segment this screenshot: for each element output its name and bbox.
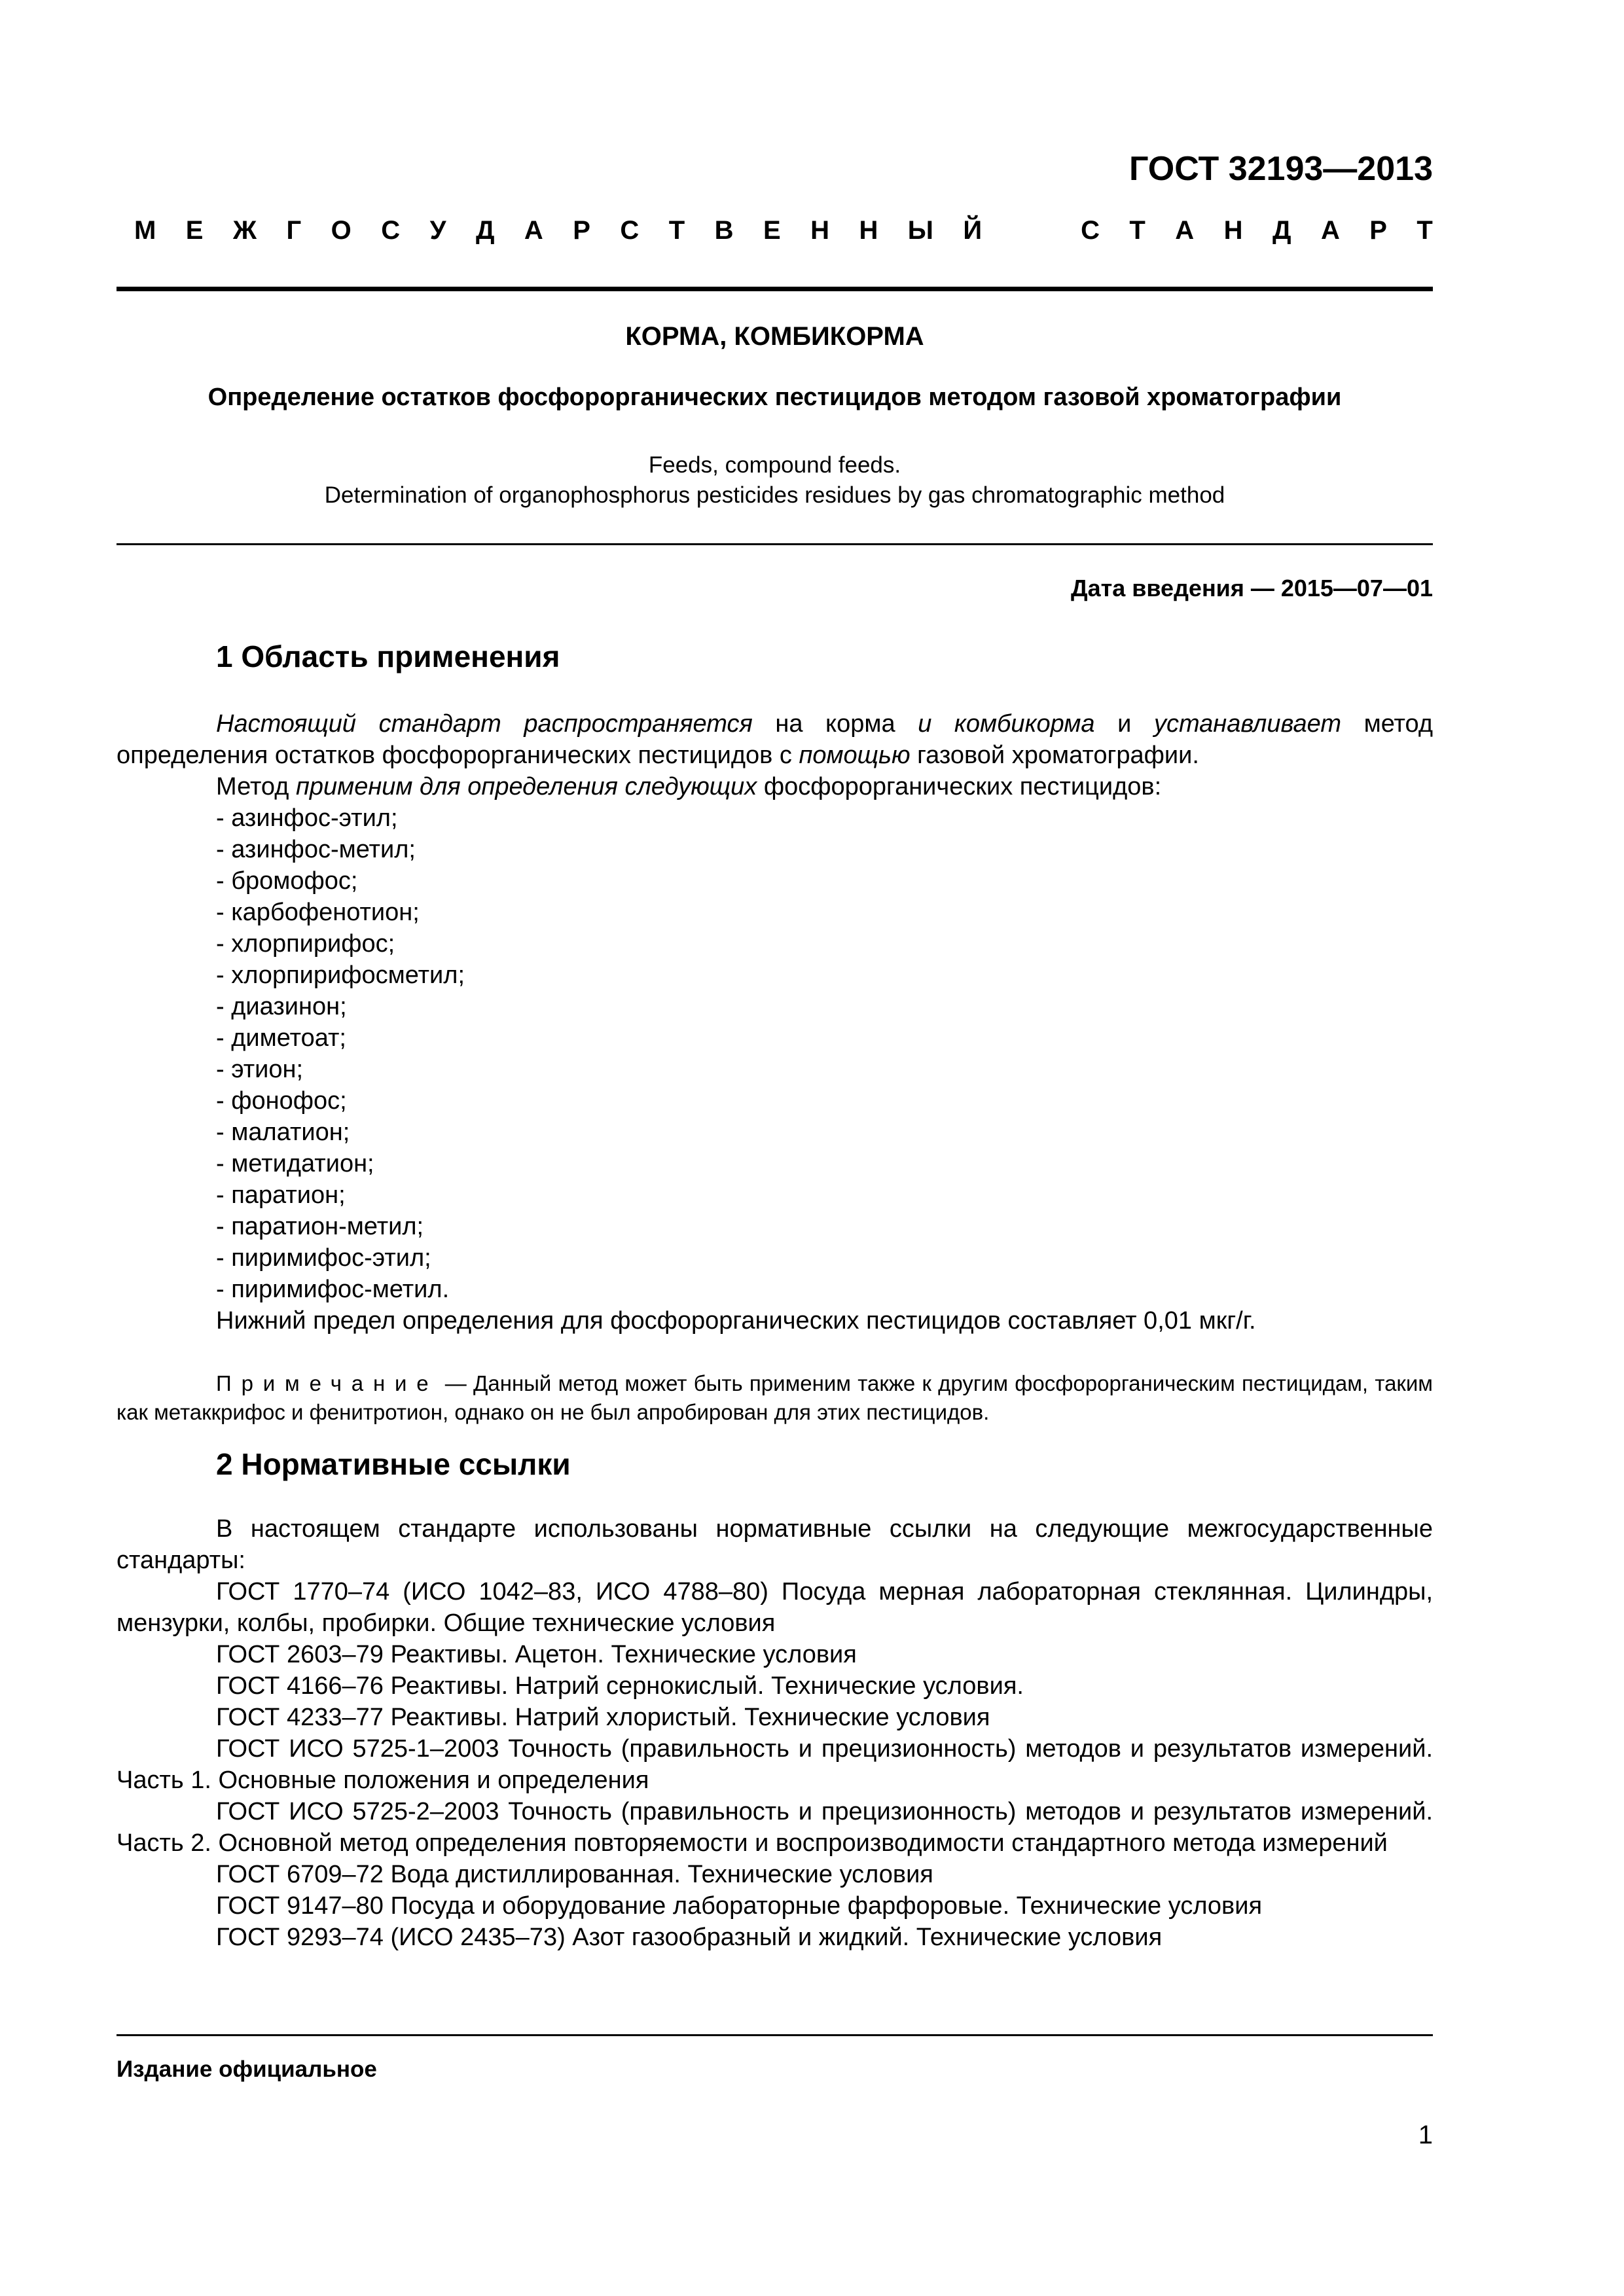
heading-letter: Д [475, 216, 495, 245]
note-text: — Данный метод может быть применим также к другим фосфорорганическим пестицидам, таким как метаккрифос и фенитротион, однако он не был апробирован для этих пестицидов. [117, 1371, 1433, 1424]
note [117, 1369, 1433, 1427]
list-item: - диазинон; [216, 993, 347, 1020]
list-item: - бромофос; [216, 867, 358, 895]
reference-item: ГОСТ 9293–74 (ИСО 2435–73) Азот газообразный и жидкий. Технические условия [216, 1924, 1163, 1951]
reference-item: ГОСТ 2603–79 Реактивы. Ацетон. Технические условия [216, 1641, 857, 1668]
english-title [117, 450, 1433, 511]
list-item: - фонофос; [216, 1087, 347, 1115]
heading-letter: О [331, 216, 352, 245]
pesticide-list [117, 802, 1433, 1305]
list-item: - пиримифос-этил; [216, 1244, 431, 1272]
heading-letter: А [1320, 216, 1340, 245]
list-item: - диметоат; [216, 1024, 346, 1052]
list-item: - хлорпирифос; [216, 930, 395, 958]
list-item: - этион; [216, 1056, 304, 1083]
section-1-body [117, 708, 1433, 1336]
list-item: - малатион; [216, 1119, 350, 1146]
list-item: - азинфос-метил; [216, 836, 416, 863]
detection-limit: Нижний предел определения для фосфорорганических пестицидов составляет 0,01 мкг/г. [216, 1307, 1256, 1335]
heading-letter: М [134, 216, 156, 245]
reference-item: ГОСТ 4166–76 Реактивы. Натрий сернокислый. Технические условия. [216, 1672, 1024, 1700]
heading-letter: Р [573, 216, 590, 245]
document-subtitle: Определение остатков фосфорорганических пестицидов методом газовой хроматографии [208, 384, 1342, 411]
heading-letter: Н [859, 216, 878, 245]
heading-letter: Н [1223, 216, 1243, 245]
note-label: Примечание [216, 1371, 439, 1395]
interstate-standard-heading [134, 216, 1433, 245]
heading-letter: Т [1129, 216, 1146, 245]
reference-item: ГОСТ 6709–72 Вода дистиллированная. Технические условия [216, 1861, 933, 1888]
references-intro: В настоящем стандарте использованы нормативные ссылки на следующие межгосударственные стандарты: [117, 1515, 1433, 1574]
list-item: - азинфос-этил; [216, 804, 398, 832]
page-number: 1 [1418, 2121, 1433, 2149]
section-2-body [117, 1513, 1433, 1953]
heading-letter: Р [1369, 216, 1387, 245]
heading-letter: У [429, 216, 446, 245]
heading-letter: Ж [232, 216, 257, 245]
list-item: - паратион; [216, 1181, 346, 1209]
heading-letter: Е [763, 216, 781, 245]
heading-letter: Й [963, 216, 983, 245]
heading-letter: А [524, 216, 543, 245]
reference-item: ГОСТ 1770–74 (ИСО 1042–83, ИСО 4788–80) Посуда мерная лабораторная стеклянная. Цилиндры, мензурки, колбы, пробирки. Общие технические условия [117, 1578, 1433, 1637]
heading-letter: А [1175, 216, 1195, 245]
heading-letter: Е [185, 216, 204, 245]
official-edition-label: Издание официальное [117, 2056, 377, 2082]
reference-item: ГОСТ 4233–77 Реактивы. Натрий хлористый. Технические условия [216, 1704, 990, 1731]
word-gap [1012, 216, 1051, 245]
list-item: - пиримифос-метил. [216, 1276, 450, 1303]
header-rule [117, 287, 1433, 291]
list-item: - карбофенотион; [216, 899, 420, 926]
list-item: - метидатион; [216, 1150, 374, 1177]
heading-letter: Н [810, 216, 829, 245]
heading-letter: Д [1272, 216, 1291, 245]
section-1-heading: 1 Область применения [216, 639, 560, 673]
section-2-heading: 2 Нормативные ссылки [216, 1447, 571, 1481]
heading-letter: С [620, 216, 640, 245]
footer-rule [117, 2034, 1433, 2036]
heading-letter: Ы [907, 216, 933, 245]
list-item: - хлорпирифосметил; [216, 961, 465, 989]
document-title: КОРМА, КОМБИКОРМА [625, 322, 924, 351]
heading-letter: В [714, 216, 734, 245]
standard-number: ГОСТ 32193—2013 [1129, 150, 1433, 188]
title-rule [117, 543, 1433, 545]
heading-letter: Г [286, 216, 302, 245]
heading-letter: С [381, 216, 401, 245]
reference-item: ГОСТ ИСО 5725-2–2003 Точность (правильность и прецизионность) методов и результатов измерений. Часть 2. Основной метод определения повторяемости и воспроизводимости стандартного метода измерений [117, 1798, 1433, 1857]
reference-item: ГОСТ ИСО 5725-1–2003 Точность (правильность и прецизионность) методов и результатов измерений. Часть 1. Основные положения и определения [117, 1735, 1433, 1794]
reference-item: ГОСТ 9147–80 Посуда и оборудование лабораторные фарфоровые. Технические условия [216, 1892, 1263, 1920]
introduction-date: Дата введения — 2015—07—01 [1070, 575, 1433, 601]
heading-letter: Т [1416, 216, 1433, 245]
english-title-line2: Determination of organophosphorus pesticides residues by gas chromatographic method [324, 482, 1225, 508]
scope-paragraph: Настоящий стандарт распространяется на корма и комбикорма и устанавливает метод определения остатков фосфорорганических пестицидов с помощью газовой хроматографии. [117, 710, 1434, 769]
method-paragraph: Метод применим для определения следующих фосфорорганических пестицидов: [216, 773, 1162, 800]
english-title-line1: Feeds, compound feeds. [648, 452, 901, 478]
heading-letter: Т [668, 216, 685, 245]
list-item: - паратион-метил; [216, 1213, 424, 1240]
heading-letter: С [1081, 216, 1100, 245]
